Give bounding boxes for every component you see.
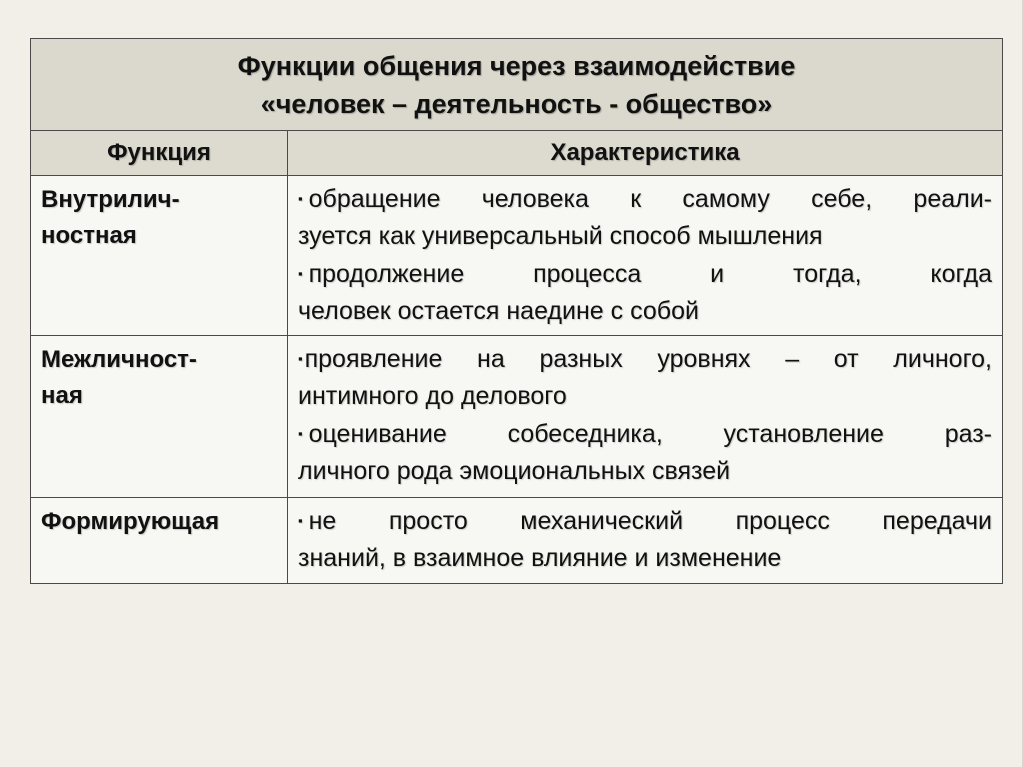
characteristic-cell [288, 176, 1003, 336]
list-item-text: интимного до делового [298, 382, 567, 410]
list-item-text: личного рода эмоциональных связей [298, 457, 731, 485]
list-item [298, 180, 992, 255]
square-bullet-icon: ▪ [298, 513, 303, 528]
function-name-line: Формирующая [41, 508, 220, 535]
function-name-line: Межличност- [41, 346, 197, 373]
list-item-text: зуется как универсальный способ мышления [298, 222, 823, 250]
column-header-function: Функция [31, 131, 288, 176]
table-row [31, 176, 1003, 336]
list-item-text: продолжение процесса и тогда, когда [308, 260, 993, 288]
function-name-line: ностная [41, 222, 137, 249]
list-item [298, 255, 992, 330]
function-name-cell [31, 176, 288, 336]
list-item-text: оценивание собеседника, установление раз- [308, 420, 993, 448]
table-title-line-2: «человек – деятельность - общество» [260, 88, 773, 119]
table-title-row [31, 39, 1003, 131]
functions-table [30, 38, 1003, 584]
table-header-row [31, 131, 1003, 176]
table-row [31, 336, 1003, 498]
list-item-text: знаний, в взаимное влияние и изменение [298, 544, 782, 572]
column-header-characteristic: Характеристика [288, 131, 1003, 176]
square-bullet-icon: ▪ [298, 266, 303, 281]
table-title-line-1: Функции общения через взаимодействие [237, 50, 796, 81]
function-name-cell [31, 336, 288, 498]
function-name-cell [31, 498, 288, 584]
list-item-text: человек остается наедине с собой [298, 297, 699, 325]
list-item [298, 415, 992, 490]
square-bullet-icon: ▪ [298, 191, 303, 206]
list-item [298, 502, 992, 577]
characteristic-cell [288, 498, 1003, 584]
list-item-text: обращение человека к самому себе, реали- [308, 185, 993, 213]
list-item-text: проявление на разных уровнях – от личного, [304, 345, 993, 373]
characteristic-cell [288, 336, 1003, 498]
table-row [31, 498, 1003, 584]
square-bullet-icon: ▪ [298, 351, 303, 366]
list-item-text: не просто механический процесс передачи [308, 507, 993, 535]
table-title [31, 39, 1003, 131]
function-name-line: ная [41, 382, 83, 409]
function-name-line: Внутрилич- [41, 186, 180, 213]
square-bullet-icon: ▪ [298, 426, 303, 441]
list-item [298, 340, 992, 415]
